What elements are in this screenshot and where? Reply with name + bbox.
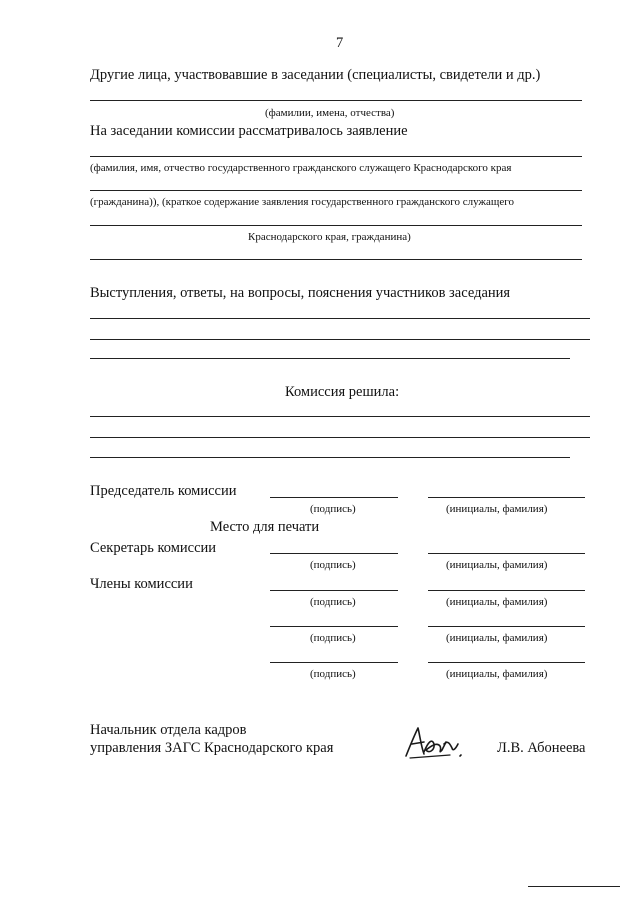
initials-line	[428, 590, 585, 591]
bottom-mark	[528, 886, 620, 887]
others-label: Другие лица, участвовавшие в заседании (специалисты, свидетели и др.)	[90, 67, 541, 83]
page-number: 7	[336, 35, 344, 51]
initials-hint: (инициалы, фамилия)	[446, 596, 548, 608]
blank-line	[90, 156, 582, 157]
blank-line	[90, 225, 582, 226]
application-hint-2: (гражданина)), (краткое содержание заявления государственного гражданского служащего	[90, 196, 515, 208]
initials-hint: (инициалы, фамилия)	[446, 668, 548, 680]
blank-line	[90, 100, 582, 101]
initials-line	[428, 497, 585, 498]
signature-line	[270, 553, 398, 554]
footer-name: Л.В. Абонеева	[497, 740, 586, 756]
footer-position-line-1: Начальник отдела кадров	[90, 722, 247, 738]
signature-line	[270, 662, 398, 663]
initials-line	[428, 662, 585, 663]
initials-hint: (инициалы, фамилия)	[446, 503, 548, 515]
application-hint-3: Краснодарского края, гражданина)	[248, 231, 411, 243]
signature-hint: (подпись)	[310, 596, 356, 608]
chairman-label: Председатель комиссии	[90, 483, 237, 499]
signature-hint: (подпись)	[310, 668, 356, 680]
signature-hint: (подпись)	[310, 632, 356, 644]
signature-line	[270, 626, 398, 627]
footer-position-line-2: управления ЗАГС Краснодарского края	[90, 740, 334, 756]
seal-label: Место для печати	[210, 519, 320, 535]
handwritten-signature	[398, 722, 470, 762]
secretary-label: Секретарь комиссии	[90, 540, 217, 556]
blank-line	[90, 190, 582, 191]
blank-line	[90, 259, 582, 260]
others-hint: (фамилии, имена, отчества)	[265, 107, 395, 119]
speeches-label: Выступления, ответы, на вопросы, пояснения участников заседания	[90, 285, 511, 301]
signature-line	[270, 497, 398, 498]
blank-line	[90, 437, 590, 438]
signature-hint: (подпись)	[310, 559, 356, 571]
blank-line	[90, 358, 570, 359]
decision-label: Комиссия решила:	[285, 384, 400, 400]
application-label: На заседании комиссии рассматривалось заявление	[90, 123, 408, 139]
blank-line	[90, 457, 570, 458]
initials-hint: (инициалы, фамилия)	[446, 632, 548, 644]
application-hint-1: (фамилия, имя, отчество государственного гражданского служащего Краснодарского края	[90, 162, 512, 174]
signature-hint: (подпись)	[310, 503, 356, 515]
blank-line	[90, 339, 590, 340]
blank-line	[90, 318, 590, 319]
blank-line	[90, 416, 590, 417]
initials-hint: (инициалы, фамилия)	[446, 559, 548, 571]
initials-line	[428, 626, 585, 627]
members-label: Члены комиссии	[90, 576, 193, 592]
initials-line	[428, 553, 585, 554]
signature-line	[270, 590, 398, 591]
